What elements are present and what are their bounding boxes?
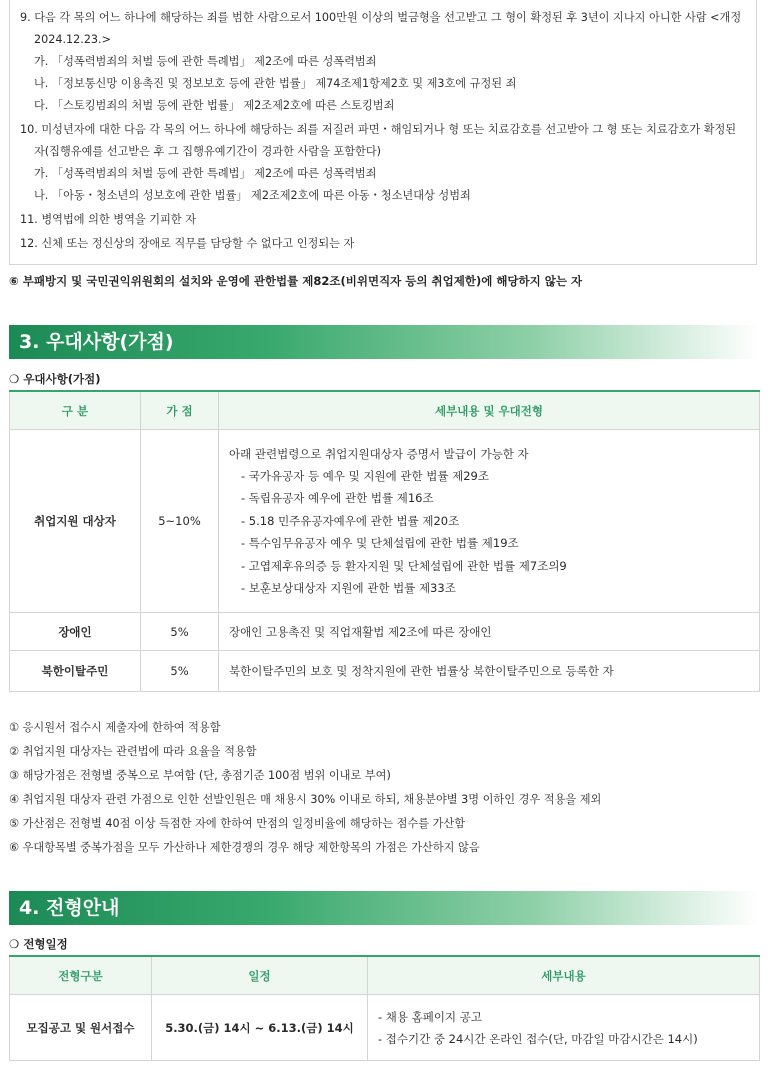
row-category: 북한이탈주민 (10, 651, 141, 692)
eligibility-line: 나. 「아동・청소년의 성보호에 관한 법률」 제2조제2호에 따른 아동・청소년대상 성범죄 (34, 189, 471, 202)
row-points: 5~10% (141, 430, 219, 613)
table-row (10, 995, 760, 1061)
eligibility-line: 가. 「성폭력범죄의 처벌 등에 관한 특례법」 제2조에 따른 성폭력범죄 (34, 167, 377, 180)
detail-item: - 5.18 민주유공자예우에 관한 법률 제20조 (241, 513, 460, 528)
detail-item: - 고엽제후유의증 등 환자지원 및 단체설립에 관한 법률 제7조의9 (241, 558, 567, 573)
employment-restriction-note: ⑥ 부패방지 및 국민권익위원회의 설치와 운영에 관한법률 제82조(비위면직자 등의 취업제한)에 해당하지 않는 자 (9, 274, 583, 288)
eligibility-line: 자(집행유예를 선고받은 후 그 집행유예기간이 경과한 사람을 포함한다) (34, 145, 382, 158)
row-points: 5% (141, 651, 219, 692)
column-header-points: 가 점 (141, 391, 219, 430)
column-header-detail: 세부내용 및 우대전형 (219, 391, 760, 430)
detail-intro: 아래 관련법령으로 취업지원대상자 증명서 발급이 가능한 자 (229, 446, 529, 461)
table-row (10, 651, 760, 692)
eligibility-line: 2024.12.23.> (34, 33, 111, 46)
preference-note: ⑥ 우대항목별 중복가점을 모두 가산하나 제한경쟁의 경우 해당 제한항목의 가점은 가산하지 않음 (9, 841, 480, 854)
eligibility-box (9, 0, 757, 265)
detail-item: - 특수임무유공자 예우 및 단체설립에 관한 법률 제19조 (241, 536, 519, 550)
schedule-subtitle: ❍ 전형일정 (9, 937, 68, 951)
column-header-category: 구 분 (10, 391, 141, 430)
row-detail: 북한이탈주민의 보호 및 정착지원에 관한 법률상 북한이탈주민으로 등록한 자 (219, 651, 760, 692)
eligibility-line: 12. 신체 또는 정신상의 장애로 직무를 담당할 수 없다고 인정되는 자 (20, 237, 355, 250)
preference-subtitle: ❍ 우대사항(가점) (9, 372, 101, 386)
preference-note: ① 응시원서 접수시 제출자에 한하여 적용함 (9, 721, 221, 734)
preference-note: ④ 취업지원 대상자 관련 가점으로 인한 선발인원은 매 채용시 30% 이내로 하되, 채용분야별 3명 이하인 경우 적용을 제외 (9, 793, 602, 806)
row-detail (368, 995, 760, 1061)
row-points: 5% (141, 613, 219, 651)
preference-note: ⑤ 가산점은 전형별 40점 이상 득점한 자에 한하여 만점의 일정비율에 해당하는 점수를 가산함 (9, 817, 465, 830)
table-row (10, 430, 760, 613)
row-category: 장애인 (10, 613, 141, 651)
section-header-screening: 4. 전형안내 (9, 891, 759, 925)
preference-note: ② 취업지원 대상자는 관련법에 따라 요율을 적용함 (9, 745, 257, 758)
table-row (10, 613, 760, 651)
detail-item: - 접수기간 중 24시간 온라인 접수(단, 마감일 마감시간은 14시) (378, 1031, 698, 1046)
column-header-schedule: 일정 (152, 956, 368, 995)
eligibility-line: 가. 「성폭력범죄의 처벌 등에 관한 특례법」 제2조에 따른 성폭력범죄 (34, 55, 377, 68)
column-header-stage: 전형구분 (10, 956, 152, 995)
row-schedule: 5.30.(금) 14시 ~ 6.13.(금) 14시 (152, 995, 368, 1061)
eligibility-line: 11. 병역법에 의한 병역을 기피한 자 (20, 213, 197, 226)
detail-item: - 국가유공자 등 예우 및 지원에 관한 법률 제29조 (241, 468, 489, 483)
preference-note: ③ 해당가점은 전형별 중복으로 부여함 (단, 총점기준 100점 범위 이내로 부여) (9, 769, 391, 782)
eligibility-line: 다. 「스토킹범죄의 처벌 등에 관한 법률」 제2조제2호에 따른 스토킹범죄 (34, 99, 395, 112)
column-header-detail: 세부내용 (368, 956, 760, 995)
eligibility-line: 10. 미성년자에 대한 다음 각 목의 어느 하나에 해당하는 죄를 저질러 파면・해임되거나 형 또는 치료감호를 선고받아 그 형 또는 치료감호가 확정된 (20, 123, 737, 136)
detail-item: - 보훈보상대상자 지원에 관한 법률 제33조 (241, 581, 456, 595)
detail-item: - 채용 홈페이지 공고 (378, 1009, 482, 1024)
section-header-preference: 3. 우대사항(가점) (9, 325, 759, 359)
row-stage: 모집공고 및 원서접수 (10, 995, 152, 1061)
eligibility-line: 9. 다음 각 목의 어느 하나에 해당하는 죄를 범한 사람으로서 100만원 이상의 벌금형을 선고받고 그 형이 확정된 후 3년이 지나지 아니한 사람 <개정 (20, 11, 742, 24)
detail-item: - 독립유공자 예우에 관한 법률 제16조 (241, 491, 434, 505)
preference-table (9, 390, 760, 692)
schedule-table (9, 955, 760, 1061)
row-detail: 장애인 고용촉진 및 직업재활법 제2조에 따른 장애인 (219, 613, 760, 651)
row-category: 취업지원 대상자 (10, 430, 141, 613)
row-detail (219, 430, 760, 613)
eligibility-line: 나. 「정보통신망 이용촉진 및 정보보호 등에 관한 법률」 제74조제1항제2호 및 제3호에 규정된 죄 (34, 77, 517, 90)
